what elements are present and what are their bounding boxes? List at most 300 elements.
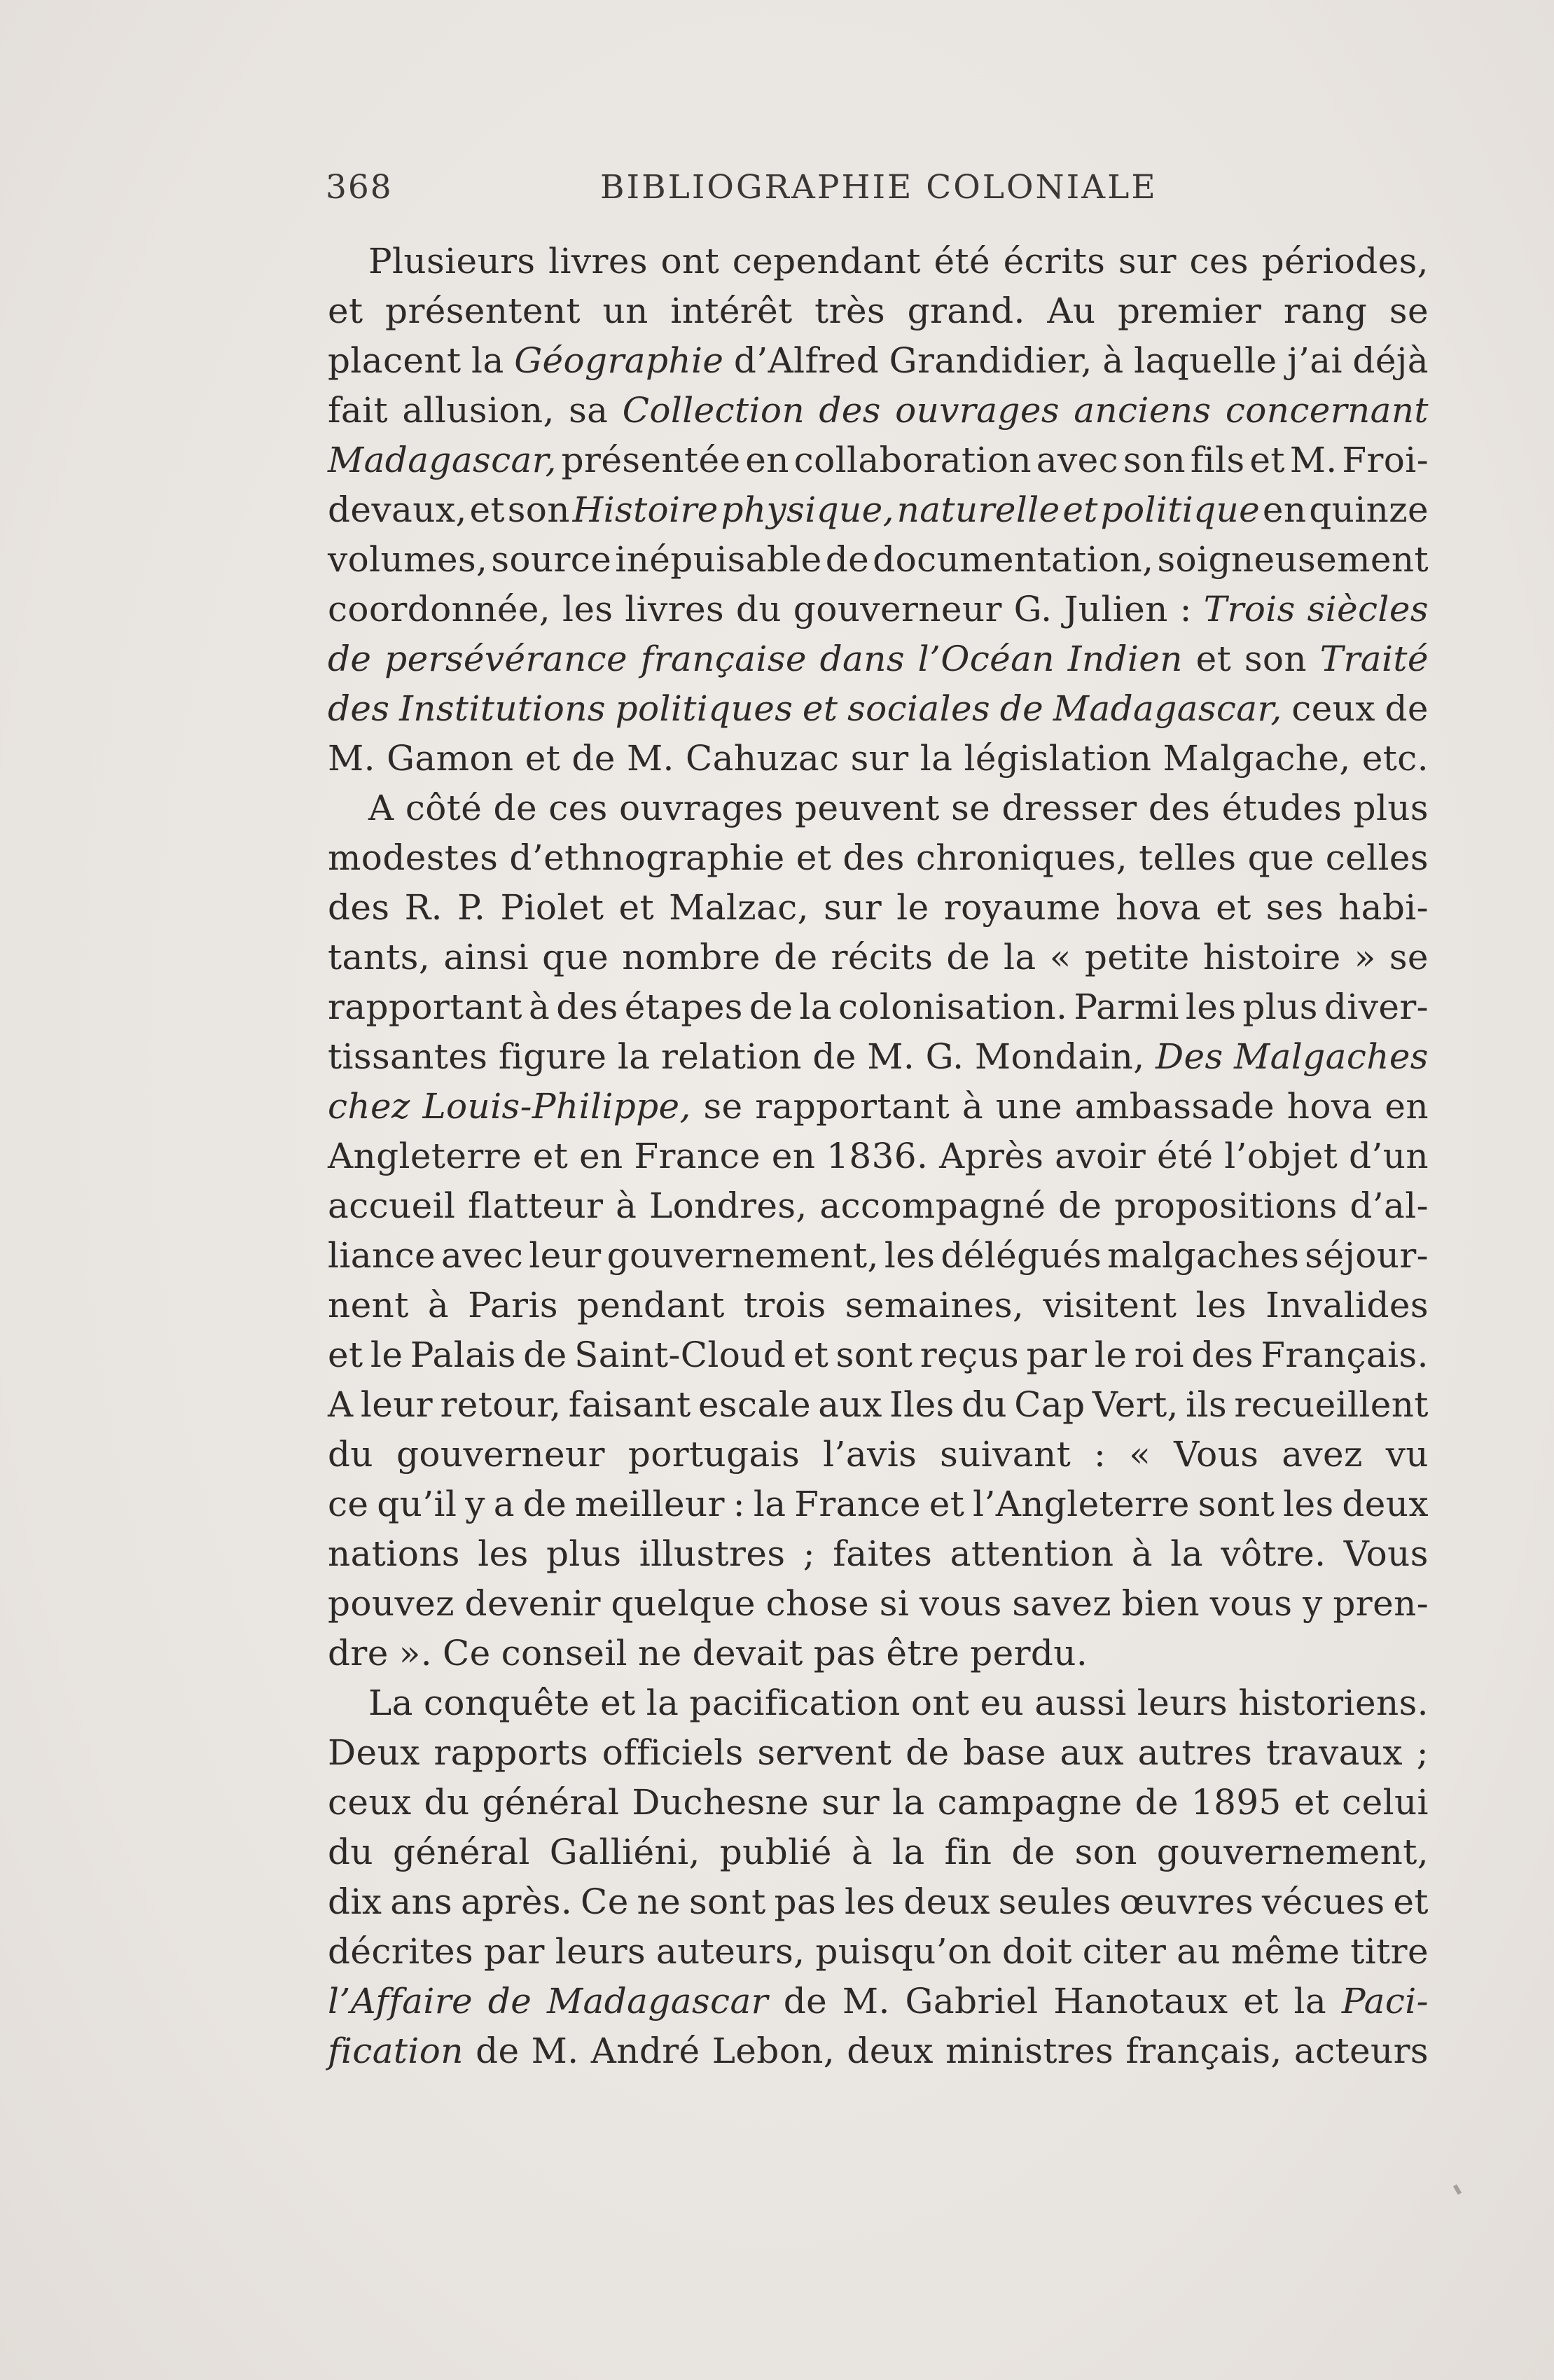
- word: hova: [1286, 1086, 1373, 1127]
- word: de: [571, 738, 616, 779]
- word: ans: [390, 1881, 453, 1922]
- word: d’un: [1349, 1136, 1429, 1176]
- word: sont: [1198, 1484, 1275, 1524]
- word: du: [735, 589, 782, 629]
- word: conquête: [423, 1683, 590, 1723]
- word: coordonnée,: [328, 589, 551, 629]
- word: «: [1049, 937, 1071, 977]
- word: deux: [1342, 1484, 1429, 1524]
- text-line: [328, 1778, 1429, 1828]
- word: livres: [625, 589, 725, 629]
- word: Grandidier,: [889, 340, 1092, 381]
- word: titre: [1350, 1931, 1429, 1972]
- word: se: [1389, 291, 1429, 331]
- word: du: [424, 1782, 470, 1823]
- text-line: [328, 1231, 1429, 1281]
- word: inépuisable: [615, 539, 822, 580]
- word: royaume: [943, 887, 1101, 928]
- word: seules: [998, 1881, 1111, 1922]
- word: délégués: [941, 1235, 1102, 1276]
- word: Après: [939, 1136, 1044, 1176]
- word: ces: [548, 788, 608, 828]
- word: de: [1058, 1185, 1102, 1226]
- word: plus: [546, 1533, 622, 1574]
- word: volumes,: [328, 539, 488, 580]
- word: meilleur: [575, 1484, 725, 1524]
- word: habi-: [1338, 887, 1429, 928]
- word: modestes: [328, 837, 499, 878]
- word: celles: [1325, 837, 1429, 878]
- word: de: [774, 937, 818, 977]
- page-header: [326, 168, 1166, 217]
- word: et: [1195, 639, 1232, 679]
- word: Galliéni,: [549, 1832, 700, 1872]
- word: liance: [328, 1235, 436, 1276]
- word: ne: [638, 1633, 682, 1673]
- word: la: [799, 987, 832, 1027]
- word: leurs: [555, 1931, 646, 1972]
- word: recueillent: [1234, 1384, 1429, 1425]
- word: physique,: [721, 489, 894, 530]
- word: séjour-: [1305, 1235, 1429, 1276]
- word: »: [1354, 937, 1376, 977]
- word: G.: [925, 1036, 964, 1077]
- word: Deux: [328, 1732, 420, 1773]
- word: reçus: [920, 1335, 1020, 1375]
- word: source: [491, 539, 612, 580]
- word: 1895: [1191, 1782, 1282, 1823]
- word: très: [814, 291, 885, 331]
- word: propositions: [1114, 1185, 1338, 1226]
- word: Cap: [1014, 1384, 1085, 1425]
- word: concernant: [1225, 390, 1429, 431]
- word: ils: [1186, 1384, 1228, 1425]
- word: Malzac,: [669, 887, 809, 928]
- word: documentation,: [873, 539, 1154, 580]
- word: base: [963, 1732, 1046, 1773]
- word: de: [825, 539, 870, 580]
- word: M.: [531, 2031, 579, 2071]
- word: être: [886, 1633, 960, 1673]
- text-line: [328, 1579, 1429, 1629]
- word: gouverneur: [396, 1434, 605, 1475]
- word: de: [523, 1335, 567, 1375]
- page-number: 368: [326, 168, 393, 207]
- word: et: [793, 1335, 829, 1375]
- word: M.: [626, 738, 674, 779]
- word: fait: [328, 390, 388, 431]
- word: français,: [1125, 2031, 1282, 2071]
- word: général: [392, 1832, 530, 1872]
- word: quinze: [1309, 489, 1429, 530]
- text-line: [328, 436, 1429, 485]
- word: avec: [441, 1235, 524, 1276]
- word: pren-: [1333, 1583, 1429, 1624]
- word: trois: [743, 1285, 826, 1325]
- paper-speck: [1453, 2184, 1462, 2194]
- word: rapportant: [755, 1086, 950, 1127]
- word: pouvez: [328, 1583, 455, 1624]
- word: et: [328, 291, 363, 331]
- word: vous: [919, 1583, 1002, 1624]
- word: flatteur: [468, 1185, 604, 1226]
- word: Saint-Cloud: [574, 1335, 786, 1375]
- word: Histoire: [572, 489, 719, 530]
- word: leur: [529, 1235, 602, 1276]
- text-line: [328, 336, 1429, 386]
- word: législation: [964, 738, 1152, 779]
- word: d’al-: [1350, 1185, 1429, 1226]
- word: :: [733, 1484, 745, 1524]
- word: R.: [404, 887, 443, 928]
- word: la: [617, 1036, 651, 1077]
- word: la: [753, 1484, 786, 1524]
- word: la: [1170, 1533, 1203, 1574]
- word: devenir: [464, 1583, 601, 1624]
- word: Iles: [889, 1384, 955, 1425]
- word: y: [465, 1484, 485, 1524]
- text-line: [328, 883, 1429, 933]
- word: deux: [847, 2031, 934, 2071]
- word: décrites: [328, 1931, 474, 1972]
- text-line: [328, 833, 1429, 883]
- word: suivant: [940, 1434, 1071, 1475]
- word: Vous: [1343, 1533, 1429, 1574]
- word: des: [328, 688, 390, 729]
- word: fils: [1190, 440, 1245, 480]
- word: des: [1191, 1335, 1254, 1375]
- word: vôtre.: [1221, 1533, 1326, 1574]
- word: présentée: [561, 440, 741, 480]
- text-line: [328, 1828, 1429, 1877]
- word: ceux: [1291, 688, 1375, 729]
- word: son: [1244, 639, 1307, 679]
- word: la: [892, 1782, 925, 1823]
- word: présentent: [385, 291, 581, 331]
- text-line: [328, 684, 1429, 734]
- word: à: [962, 1086, 984, 1127]
- word: sa: [569, 390, 609, 431]
- word: a: [493, 1484, 515, 1524]
- word: roi: [1134, 1335, 1184, 1375]
- word: du: [328, 1832, 374, 1872]
- word: relation: [660, 1036, 802, 1077]
- word: sur: [1118, 241, 1177, 281]
- word: été: [934, 241, 990, 281]
- word: ouvrages: [619, 788, 784, 828]
- text-line: [328, 1330, 1429, 1380]
- word: Paci-: [1341, 1981, 1429, 2021]
- word: si: [879, 1583, 910, 1624]
- word: ;: [803, 1533, 815, 1574]
- word: par: [1026, 1335, 1088, 1375]
- word: figure: [498, 1036, 607, 1077]
- word: dans: [819, 639, 905, 679]
- word: G.: [1013, 589, 1053, 629]
- word: telles: [1139, 837, 1237, 878]
- word: travaux: [1265, 1732, 1403, 1773]
- word: Vert,: [1092, 1384, 1179, 1425]
- word: et: [525, 738, 561, 779]
- word: perdu.: [970, 1633, 1088, 1673]
- text-line: [328, 1977, 1429, 2026]
- word: des: [819, 390, 881, 431]
- word: à: [1102, 340, 1124, 381]
- word: de: [1011, 1832, 1055, 1872]
- word: deux: [903, 1881, 990, 1922]
- word: anciens: [1074, 390, 1212, 431]
- word: sur: [821, 1782, 880, 1823]
- word: Gamon: [387, 738, 514, 779]
- word: les: [1195, 1285, 1247, 1325]
- word: historiens.: [1238, 1683, 1429, 1723]
- text-line: [328, 1678, 1429, 1728]
- text-line: [328, 1281, 1429, 1330]
- word: hova: [1116, 887, 1201, 928]
- word: escale: [698, 1384, 811, 1425]
- word: la: [471, 340, 504, 381]
- word: les: [844, 1881, 896, 1922]
- word: leur: [360, 1384, 433, 1425]
- word: sont: [835, 1335, 913, 1375]
- word: de: [999, 688, 1044, 729]
- text-line: [328, 1877, 1429, 1927]
- word: qu’il: [377, 1484, 457, 1524]
- word: vu: [1385, 1434, 1429, 1475]
- word: officiels: [602, 1732, 744, 1773]
- word: après.: [460, 1881, 573, 1922]
- word: fication: [328, 2031, 464, 2071]
- word: pas: [813, 1633, 876, 1673]
- word: la: [646, 1683, 679, 1723]
- word: d’ethnographie: [509, 837, 785, 878]
- word: l’Angleterre: [973, 1484, 1190, 1524]
- word: le: [896, 887, 929, 928]
- word: chez: [328, 1086, 410, 1127]
- word: tants,: [328, 937, 431, 977]
- word: se: [703, 1086, 743, 1127]
- word: 1836.: [826, 1136, 929, 1176]
- word: Parmi: [1074, 987, 1179, 1027]
- word: illustres: [639, 1533, 786, 1574]
- word: Piolet: [500, 887, 604, 928]
- text-line: [328, 1629, 1429, 1678]
- word: et: [600, 1683, 636, 1723]
- word: Invalides: [1265, 1285, 1429, 1325]
- word: chroniques,: [915, 837, 1128, 878]
- word: rapports: [433, 1732, 589, 1773]
- word: savez: [1012, 1583, 1111, 1624]
- word: ainsi: [443, 937, 529, 977]
- word: vécues: [1261, 1881, 1385, 1922]
- word: «: [1129, 1434, 1151, 1475]
- word: y: [1303, 1583, 1323, 1624]
- text-line: [328, 1927, 1429, 1977]
- word: Indien: [1067, 639, 1183, 679]
- word: malgaches: [1107, 1235, 1300, 1276]
- word: bien: [1121, 1583, 1200, 1624]
- text-line: [328, 2026, 1429, 2076]
- text-line: [328, 1529, 1429, 1579]
- word: Vous: [1174, 1434, 1259, 1475]
- word: Louis-Philippe,: [422, 1086, 691, 1127]
- word: gouvernement,: [606, 1235, 879, 1276]
- word: les: [478, 1533, 529, 1574]
- word: l’Océan: [917, 639, 1055, 679]
- word: M.: [1289, 440, 1338, 480]
- word: faisant: [568, 1384, 691, 1425]
- text-line: [328, 933, 1429, 982]
- word: Français.: [1261, 1335, 1429, 1375]
- word: de: [522, 1484, 567, 1524]
- word: auteurs,: [655, 1931, 805, 1972]
- word: française: [640, 639, 807, 679]
- word: et: [796, 837, 832, 878]
- word: :: [1179, 589, 1192, 629]
- word: au: [1177, 1931, 1221, 1972]
- word: Cahuzac: [686, 738, 840, 779]
- word: grand.: [907, 291, 1025, 331]
- text-line: [328, 535, 1429, 585]
- word: le: [1094, 1335, 1128, 1375]
- word: et: [1249, 440, 1285, 480]
- word: laquelle: [1134, 340, 1277, 381]
- word: Trois: [1203, 589, 1296, 629]
- word: d’Alfred: [733, 340, 880, 381]
- text-line: [328, 237, 1429, 286]
- text-line: [328, 1032, 1429, 1082]
- word: politique: [1100, 489, 1261, 530]
- word: un: [602, 291, 648, 331]
- word: pas: [774, 1881, 837, 1922]
- word: nations: [328, 1533, 460, 1574]
- word: et: [802, 688, 838, 729]
- word: pendant: [577, 1285, 725, 1325]
- word: à: [1131, 1533, 1153, 1574]
- word: persévérance: [384, 639, 628, 679]
- word: etc.: [1361, 738, 1429, 779]
- word: attention: [950, 1533, 1114, 1574]
- word: plus: [1353, 788, 1429, 828]
- word: naturelle: [896, 489, 1060, 530]
- word: ces: [1189, 241, 1249, 281]
- word: celui: [1342, 1782, 1429, 1823]
- word: sont: [688, 1881, 766, 1922]
- word: de: [1135, 1782, 1179, 1823]
- word: et: [618, 887, 654, 928]
- word: la: [920, 738, 953, 779]
- word: nent: [328, 1285, 409, 1325]
- word: Ce: [443, 1633, 491, 1673]
- word: intérêt: [670, 291, 793, 331]
- word: et: [532, 1136, 569, 1176]
- word: Mondain,: [974, 1036, 1145, 1077]
- word: récits: [831, 937, 934, 977]
- running-title: BIBLIOGRAPHIE COLONIALE: [600, 168, 1158, 207]
- word: ont: [660, 241, 720, 281]
- word: Collection: [622, 390, 805, 431]
- word: avec: [1036, 440, 1119, 480]
- word: à: [616, 1185, 637, 1226]
- word: M.: [842, 1981, 890, 2021]
- word: diver-: [1324, 987, 1429, 1027]
- word: devaux,: [328, 489, 467, 530]
- word: servent: [757, 1732, 892, 1773]
- text-line: [328, 386, 1429, 436]
- word: retour,: [440, 1384, 562, 1425]
- word: leurs: [1137, 1683, 1228, 1723]
- text-line: [328, 1132, 1429, 1181]
- word: de: [783, 1981, 828, 2021]
- word: études: [1221, 788, 1343, 828]
- word: Angleterre: [328, 1136, 522, 1176]
- word: doit: [1002, 1931, 1072, 1972]
- text-line: [328, 585, 1429, 634]
- word: rang: [1283, 291, 1368, 331]
- word: Géographie: [514, 340, 724, 381]
- word: des: [556, 987, 618, 1027]
- word: puisqu’on: [815, 1931, 992, 1972]
- text-line: [328, 1181, 1429, 1231]
- word: et: [1216, 887, 1251, 928]
- word: allusion,: [402, 390, 555, 431]
- word: Londres,: [648, 1185, 807, 1226]
- word: Madagascar,: [1053, 688, 1282, 729]
- word: ses: [1265, 887, 1324, 928]
- word: de: [946, 937, 990, 977]
- word: autres: [1137, 1732, 1253, 1773]
- word: Institutions: [399, 688, 606, 729]
- word: déjà: [1352, 340, 1429, 381]
- text-line: [328, 1380, 1429, 1430]
- word: par: [483, 1931, 545, 1972]
- word: Paris: [468, 1285, 558, 1325]
- word: été: [1156, 1136, 1214, 1176]
- word: et: [1393, 1881, 1429, 1922]
- word: accompagné: [819, 1185, 1046, 1226]
- word: son: [507, 489, 570, 530]
- word: de: [476, 2031, 520, 2071]
- word: à: [851, 1832, 873, 1872]
- word: le: [370, 1335, 403, 1375]
- word: M.: [328, 738, 375, 779]
- word: avoir: [1055, 1136, 1146, 1176]
- text-line: [328, 734, 1429, 784]
- word: et: [1062, 489, 1098, 530]
- word: visitent: [1043, 1285, 1177, 1325]
- word: :: [1094, 1434, 1106, 1475]
- word: Madagascar,: [328, 440, 557, 480]
- word: les: [884, 1235, 936, 1276]
- word: ont: [910, 1683, 970, 1723]
- word: aux: [818, 1384, 882, 1425]
- word: Lebon,: [712, 2031, 835, 2071]
- word: A: [368, 788, 394, 828]
- word: en: [1385, 1086, 1429, 1127]
- word: des: [328, 887, 390, 928]
- word: Froi-: [1342, 440, 1429, 480]
- word: sur: [824, 887, 882, 928]
- word: A: [328, 1384, 354, 1425]
- word: colonisation.: [838, 987, 1068, 1027]
- word: dix: [328, 1881, 382, 1922]
- word: politiques: [615, 688, 793, 729]
- word: Duchesne: [632, 1782, 810, 1823]
- word: ;: [1416, 1732, 1429, 1773]
- word: Au: [1047, 291, 1096, 331]
- word: fin: [944, 1832, 992, 1872]
- word: écrits: [1003, 241, 1106, 281]
